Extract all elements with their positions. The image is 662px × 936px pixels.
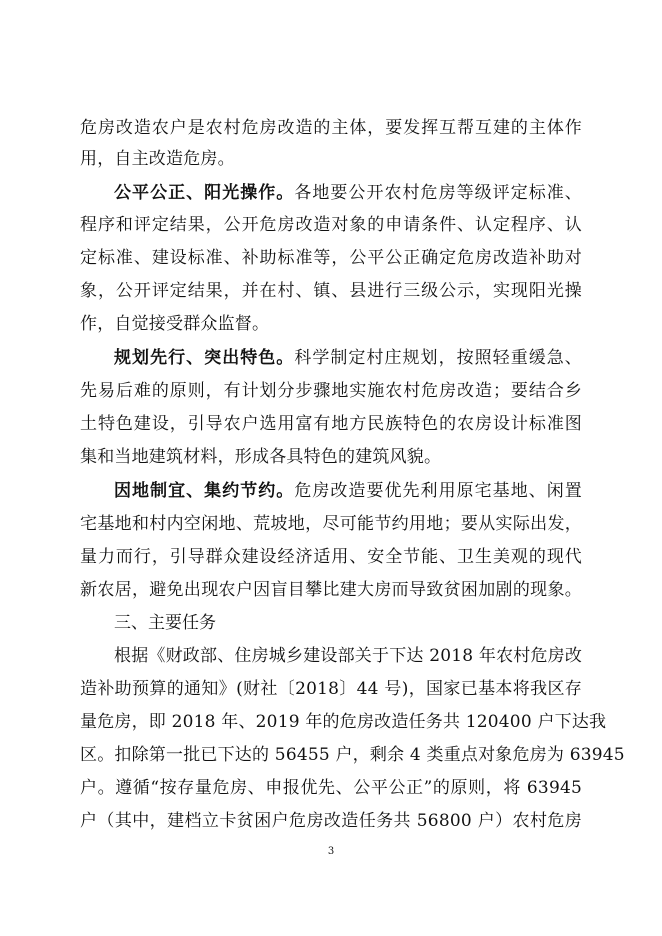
section-3-heading: 三、主要任务 <box>114 613 216 633</box>
paragraph-3-line-1-text: 科学制定村庄规划，按照轻重缓急、 <box>294 348 583 368</box>
paragraph-3-line-4: 集和当地建筑材料，形成各具特色的建筑风貌。 <box>80 447 442 467</box>
paragraph-5-line-1: 根据《财政部、住房城乡建设部关于下达 2018 年农村危房改 <box>114 646 583 666</box>
paragraph-4-line-1 <box>114 476 582 506</box>
paragraph-3-line-3: 土特色建设，引导农户选用富有地方民族特色的农房设计标准图 <box>80 414 582 434</box>
paragraph-1-line-2: 用，自主改造危房。 <box>80 149 235 169</box>
paragraph-2-line-2: 程序和评定结果，公开危房改造对象的申请条件、认定程序、认 <box>80 215 582 235</box>
paragraph-3-heading: 规划先行、突出特色。 <box>114 348 295 368</box>
paragraph-2-line-1 <box>114 178 582 208</box>
paragraph-4-line-3: 量力而行，引导群众建设经济适用、安全节能、卫生美观的现代 <box>80 547 582 567</box>
paragraph-5-line-2: 造补助预算的通知》(财社〔2018〕44 号)，国家已基本将我区存 <box>80 679 582 699</box>
paragraph-5-line-3: 量危房，即 2018 年、2019 年的危房改造任务共 120400 户下达我 <box>80 712 607 732</box>
paragraph-3-line-1 <box>114 343 582 373</box>
paragraph-2-line-1-text: 各地要公开农村危房等级评定标准、 <box>294 183 583 203</box>
paragraph-4-line-2: 宅基地和村内空闲地、荒坡地，尽可能节约用地；要从实际出发， <box>80 514 582 534</box>
paragraph-5-line-5: 户。遵循“按存量危房、申报优先、公平公正”的原则，将 63945 <box>80 778 582 798</box>
paragraph-2-heading: 公平公正、阳光操作。 <box>114 183 295 203</box>
paragraph-4-heading: 因地制宜、集约节约。 <box>114 481 295 501</box>
paragraph-1-line-1: 危房改造农户是农村危房改造的主体，要发挥互帮互建的主体作 <box>80 118 582 138</box>
paragraph-4-line-1-text: 危房改造要优先利用原宅基地、闲置 <box>294 481 583 501</box>
page-number: 3 <box>327 846 335 857</box>
paragraph-2-line-3: 定标准、建设标准、补助标准等，公平公正确定危房改造补助对 <box>80 248 582 268</box>
paragraph-2-line-5: 作，自觉接受群众监督。 <box>80 314 270 334</box>
paragraph-5-line-4: 区。扣除第一批已下达的 56455 户，剩余 4 类重点对象危房为 63945 <box>80 745 625 765</box>
paragraph-3-line-2: 先易后难的原则，有计划分步骤地实施农村危房改造；要结合乡 <box>80 381 582 401</box>
paragraph-4-line-4: 新农居，避免出现农户因盲目攀比建大房而导致贫困加剧的现象。 <box>80 580 582 600</box>
paragraph-2-line-4: 象，公开评定结果，并在村、镇、县进行三级公示，实现阳光操 <box>80 281 582 301</box>
paragraph-5-line-6: 户（其中，建档立卡贫困户危房改造任务共 56800 户）农村危房 <box>80 811 582 831</box>
